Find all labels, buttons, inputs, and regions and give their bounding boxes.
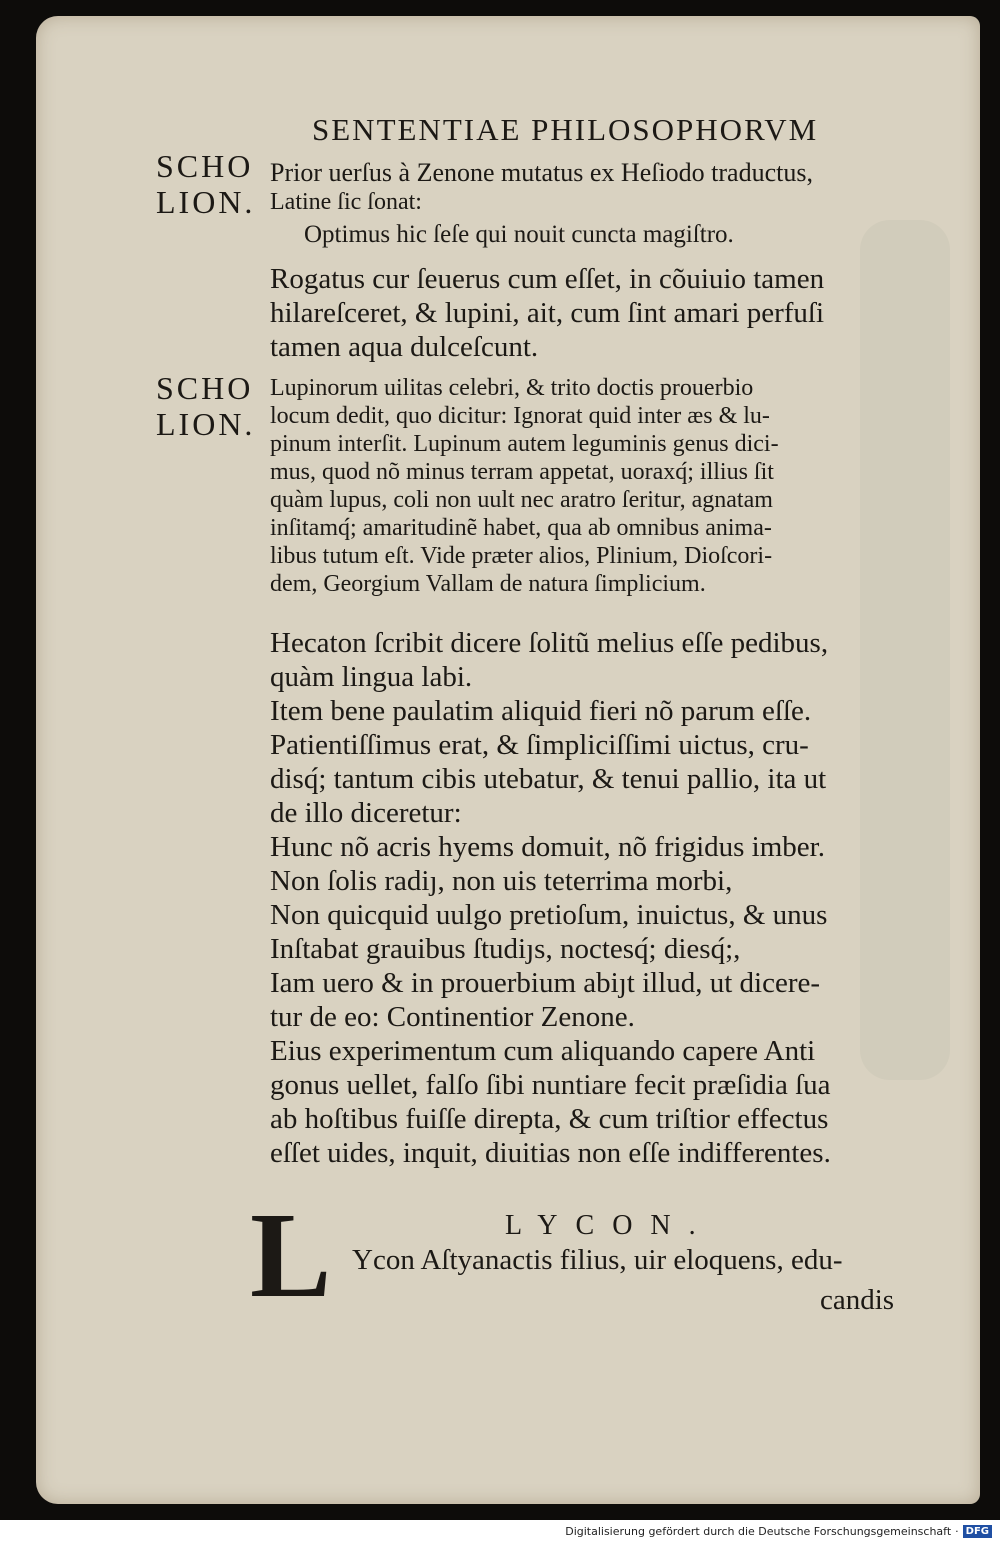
text-line: Lupinorum uilitas celebri, & trito doctis prouerbio: [270, 375, 754, 401]
text-line: Optimus hic ſeſe qui nouit cuncta magiſtro.: [304, 221, 734, 248]
text-line: gonus uellet, falſo ſibi nuntiare fecit præſidia ſua: [270, 1069, 831, 1101]
margin-note-scholion-1: [156, 148, 255, 220]
text-line: disq́; tantum cibis utebatur, & tenui pallio, ita ut: [270, 763, 827, 795]
text-line: Prior uerſus à Zenone mutatus ex Heſiodo traductus,: [270, 158, 813, 187]
text-line: Hecaton ſcribit dicere ſolitũ melius eſſe pedibus,: [270, 627, 829, 659]
text-line: Item bene paulatim aliquid fieri nõ parum eſſe.: [270, 695, 812, 727]
dfg-logo-icon: DFG: [963, 1525, 992, 1538]
text-line: Iam uero & in prouerbium abiȷt illud, ut dicere-: [270, 967, 821, 999]
text-line: eſſet uides, inquit, diuitias non eſſe indifferentes.: [270, 1137, 831, 1169]
text-line: Rogatus cur ſeuerus cum eſſet, in cõuiuio tamen: [270, 263, 825, 295]
credit-text: Digitalisierung gefördert durch die Deutsche Forschungsgemeinschaft: [565, 1525, 952, 1538]
text-line: Non ſolis radiȷ, non uis teterrima morbi,: [270, 865, 733, 897]
margin-note-line: SCHO: [156, 370, 254, 406]
text-line: de illo diceretur:: [270, 797, 462, 829]
margin-note-scholion-2: [156, 370, 255, 442]
text-line: locum dedit, quo dicitur: Ignorat quid inter æs & lu-: [270, 403, 770, 429]
margin-note-line: SCHO: [156, 148, 254, 184]
text-line: inſitamq́; amaritudinẽ habet, qua ab omnibus anima-: [270, 515, 772, 541]
section-title: LYCON.: [505, 1210, 714, 1241]
text-line: pinum interſit. Lupinum autem leguminis genus dici-: [270, 431, 779, 457]
paragraph-rogatus: [270, 262, 930, 364]
text-line: quàm lupus, coli non uult nec aratro ſeritur, agnatam: [270, 487, 773, 513]
text-line: tamen aqua dulceſcunt.: [270, 331, 539, 363]
text-line: Non quicquid uulgo pretioſum, inuictus, & unus: [270, 899, 828, 931]
margin-note-line: LION.: [156, 184, 256, 220]
drop-cap: L: [250, 1188, 332, 1323]
text-line: hilareſceret, & lupini, ait, cum ſint amari perfuſi: [270, 297, 825, 329]
text-line: dem, Georgium Vallam de natura ſimplicium.: [270, 571, 706, 597]
margin-note-line: LION.: [156, 406, 256, 442]
text-line: quàm lingua labi.: [270, 661, 473, 693]
text-line: Hunc nõ acris hyems domuit, nõ frigidus imber.: [270, 831, 825, 863]
text-line: Patientiſſimus erat, & ſimpliciſſimi uictus, cru-: [270, 729, 809, 761]
text-line: ab hoſtibus fuiſſe direpta, & cum triſtior effectus: [270, 1103, 829, 1135]
text-line: tur de eo: Continentior Zenone.: [270, 1001, 635, 1033]
text-line: Ycon Aſtyanactis filius, uir eloquens, edu-: [352, 1244, 843, 1276]
catchword: candis: [820, 1284, 895, 1316]
main-text: [270, 626, 930, 1170]
text-line: Eius experimentum cum aliquando capere Anti: [270, 1035, 816, 1067]
running-header: SENTENTIAE PHILOSOPHORVM: [312, 112, 819, 147]
scholion-2: [270, 374, 930, 598]
text-line: libus tutum eſt. Vide præter alios, Plinium, Dioſcori-: [270, 543, 773, 569]
digitization-credit: Digitalisierung gefördert durch die Deutsche Forschungsgemeinschaft · DFG: [565, 1525, 992, 1538]
scholion-1: [270, 158, 930, 254]
text-line: Inſtabat grauibus ſtudiȷs, noctesq́; diesq́;,: [270, 933, 741, 965]
text-line: Latine ſic ſonat:: [270, 189, 422, 215]
text-line: mus, quod nõ minus terram appetat, uoraxq́; illius ſit: [270, 459, 774, 485]
